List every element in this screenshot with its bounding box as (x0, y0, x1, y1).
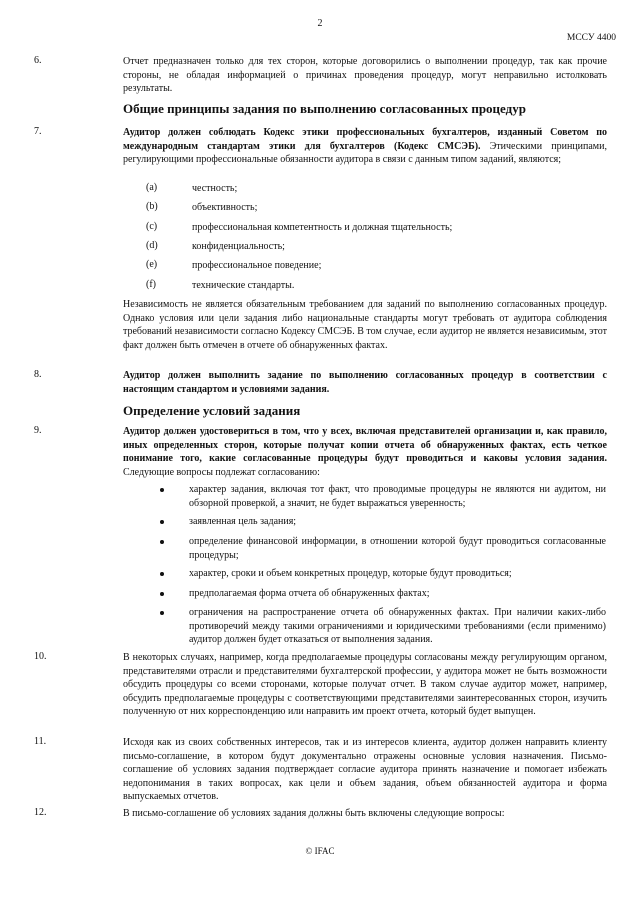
list-text: конфиденциальность; (192, 241, 285, 252)
list-label: (c) (146, 221, 158, 232)
paragraph-8 (34, 369, 607, 396)
section-heading-general-principles: Общие принципы задания по выполнению согласованных процедур (123, 101, 526, 116)
bullet-text: определение финансовой информации, в отношении которой будут проводиться согласованные процедуры; (189, 536, 606, 561)
requirement-text: Аудитор должен соблюдать Кодекс этики профессиональных бухгалтеров, изданный Советом по международным стандартам этики для бухгалтеров (Кодекс СМСЭБ). (123, 127, 607, 152)
paragraph-text: В некоторых случаях, например, когда предполагаемые процедуры согласованы между регулирующим органом, представителями отрасли и представителями бухгалтерской профессии, у аудитора может не быть возможности обсудить процедуры со всеми сторонами, которые получат отчет. В таком случае аудитор может, например, обсудить предполагаемые процедуры с соответствующими представителями заинтересованных сторон, изучить полученную от них корреспонденцию или направить им проект отчета, который будет выпущен. (123, 652, 607, 717)
bullet-icon (160, 520, 164, 524)
list-text: профессиональная компетентность и должная тщательность; (192, 222, 453, 233)
list-label: (e) (146, 259, 158, 270)
bullet-icon (160, 592, 164, 596)
paragraph-text: Отчет предназначен только для тех сторон, которые договорились о выполнении процедур, так как прочие стороны, не обладая информацией о причинах проведения процедур, могут неправильно истолковать результаты. (123, 56, 607, 94)
paragraph-11 (34, 736, 607, 804)
list-label: (b) (146, 201, 158, 212)
list-text: честность; (192, 183, 238, 194)
requirement-text: Аудитор должен удостовериться в том, что у всех, включая представителей организации и, как правило, иных определенных сторон, которые получат копии отчета об обнаруженных фактах, есть четкое понимание того, какие согласованные процедуры будут проводиться и каковы условия задания. (123, 426, 607, 464)
independence-note (123, 298, 607, 352)
paragraph-number: 10. (34, 651, 47, 662)
list-text: технические стандарты. (192, 280, 295, 291)
bullet-icon (160, 488, 164, 492)
paragraph-12 (34, 807, 607, 821)
requirement-text: Аудитор должен выполнить задание по выполнению согласованных процедур в соответствии с настоящим стандартом и условиями задания. (123, 370, 607, 395)
bullet-text: характер задания, включая тот факт, что проводимые процедуры не являются ни аудитом, ни обзорной проверкой, а значит, не будет выражаться уверенность; (189, 484, 606, 509)
paragraph-number: 7. (34, 126, 42, 137)
paragraph-number: 9. (34, 425, 42, 436)
explanatory-text: Этическими принципами, регулирующими профессиональные обязанности аудитора в связи с данным типом заданий, являются; (123, 140, 607, 165)
bullet-text: заявленная цель задания; (189, 516, 297, 527)
paragraph-number: 11. (34, 736, 47, 747)
bullet-text: ограничения на распространение отчета об обнаруженных фактах. При наличии каких-либо противоречий между такими ограничениями и юридическими требованиями (если применимо) аудитор должен будет отказаться от выполнения задания. (189, 607, 606, 645)
paragraph-7 (34, 126, 607, 167)
paragraph-text: В письмо-соглашение об условиях задания должны быть включены следующие вопросы: (123, 808, 505, 819)
copyright-footer: © IFAC (305, 846, 335, 856)
paragraph-6 (34, 55, 607, 96)
bullet-icon (160, 572, 164, 576)
list-label: (f) (146, 279, 156, 290)
page-number: 2 (317, 18, 323, 29)
paragraph-9 (34, 425, 607, 479)
list-text: объективность; (192, 202, 258, 213)
bullet-text: характер, сроки и объем конкретных процедур, которые будут проводиться; (189, 568, 512, 579)
section-heading-engagement-terms: Определение условий задания (123, 403, 301, 418)
bullet-icon (160, 540, 164, 544)
list-label: (a) (146, 182, 158, 193)
paragraph-text (123, 425, 607, 479)
paragraph-number: 6. (34, 55, 42, 66)
list-label: (d) (146, 240, 158, 251)
bullet-text: предполагаемая форма отчета об обнаруженных фактах; (189, 588, 430, 599)
list-text: профессиональное поведение; (192, 260, 322, 271)
paragraph-text: Исходя как из своих собственных интересов, так и из интересов клиента, аудитор должен направить клиенту письмо-соглашение, в котором будут документально отражены основные условия назначения. Письмо-соглашение об условиях задания подтверждает согласие аудитора принять назначение и помогает избежать недопонимания в таких вопросах, как цели и объем задания, объем обязанностей аудитора и форма выпускаемых отчетов. (123, 737, 607, 802)
paragraph-number: 12. (34, 807, 47, 818)
document-id: МССУ 4400 (566, 33, 616, 43)
paragraph-number: 8. (34, 369, 42, 380)
bullet-icon (160, 611, 164, 615)
paragraph-text: Независимость не является обязательным требованием для заданий по выполнению согласованных процедур. Однако условия или цели задания либо национальные стандарты могут требовать от аудитора соблюдения требований независимости согласно Кодексу СМСЭБ. В том случае, если аудитор не является независимым, этот факт должен быть отмечен в отчете об обнаруженных фактах. (123, 299, 607, 351)
paragraph-text (123, 126, 607, 167)
paragraph-10 (34, 651, 607, 719)
explanatory-text: Следующие вопросы подлежат согласованию: (123, 466, 320, 478)
